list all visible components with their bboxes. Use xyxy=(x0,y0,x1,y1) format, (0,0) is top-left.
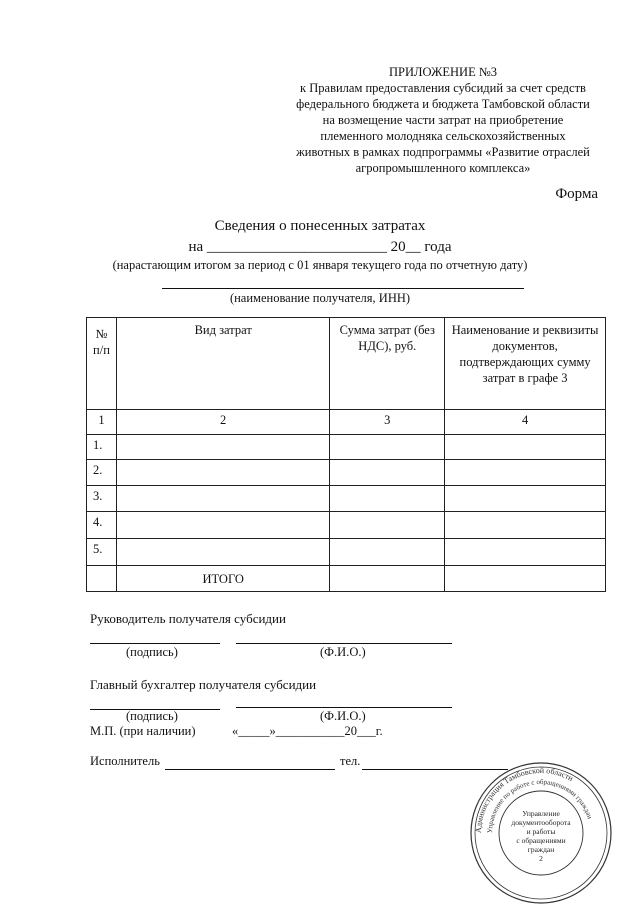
stamp-center-line: документооборота xyxy=(511,818,571,827)
appendix-line: федерального бюджета и бюджета Тамбовской области xyxy=(296,97,590,111)
row-number: 4. xyxy=(87,512,117,539)
cell-amount[interactable] xyxy=(330,512,445,539)
cell-amount[interactable] xyxy=(330,435,445,460)
appendix-line: агропромышленного комплекса» xyxy=(355,161,531,175)
date-field[interactable]: «_____»___________20___г. xyxy=(232,724,383,738)
table-row xyxy=(87,486,606,512)
header-documents: Наименование и реквизиты документов, подтверждающих сумму затрат в графе 3 xyxy=(445,318,606,410)
appendix-line: ПРИЛОЖЕНИЕ №3 xyxy=(388,65,498,79)
period-line: на ________________________ 20__ года xyxy=(188,239,452,255)
total-label: ИТОГО xyxy=(116,566,329,592)
cell-amount[interactable] xyxy=(330,539,445,566)
phone-label: тел. xyxy=(340,754,361,768)
column-number: 3 xyxy=(330,410,445,435)
seal-label: М.П. (при наличии) xyxy=(90,724,196,738)
cell-amount[interactable] xyxy=(330,486,445,512)
document-title: Сведения о понесенных затратах xyxy=(214,218,426,234)
total-documents-cell[interactable] xyxy=(445,566,606,592)
cell-expense-type[interactable] xyxy=(116,460,329,486)
appendix-line: племенного молодняка сельскохозяйственных xyxy=(320,129,566,143)
stamp-center-line: Управление xyxy=(522,809,560,818)
stamp-graphic xyxy=(468,760,614,906)
stamp-center-line: 2 xyxy=(539,854,543,863)
cell-expense-type[interactable] xyxy=(116,539,329,566)
column-number-row xyxy=(87,410,606,435)
cell-documents[interactable] xyxy=(445,539,606,566)
row-number: 1. xyxy=(87,435,117,460)
header-expense-type: Вид затрат xyxy=(116,318,329,410)
cell-expense-type[interactable] xyxy=(116,435,329,460)
appendix-line: животных в рамках подпрограммы «Развитие отраслей xyxy=(296,145,590,159)
stamp-outer-text: Администрация Тамбовской области xyxy=(473,765,575,834)
cell-documents[interactable] xyxy=(445,460,606,486)
total-row xyxy=(87,566,606,592)
cell-documents[interactable] xyxy=(445,486,606,512)
registration-stamp xyxy=(468,760,614,906)
head-title: Руководитель получателя субсидии xyxy=(90,611,286,626)
row-number: 2. xyxy=(87,460,117,486)
head-name-line[interactable] xyxy=(236,642,452,644)
stamp-center-line: и работы xyxy=(526,827,556,836)
header-amount: Сумма затрат (без НДС), руб. xyxy=(330,318,445,410)
recipient-label: (наименование получателя, ИНН) xyxy=(229,291,411,305)
total-amount-cell[interactable] xyxy=(330,566,445,592)
header-number: № п/п xyxy=(87,318,117,410)
accountant-title: Главный бухгалтер получателя субсидии xyxy=(90,677,317,692)
stamp-center-line: с обращениями xyxy=(516,836,566,845)
cell-expense-type[interactable] xyxy=(116,486,329,512)
row-number: 3. xyxy=(87,486,117,512)
head-name-label: (Ф.И.О.) xyxy=(320,645,366,659)
cell-expense-type[interactable] xyxy=(116,512,329,539)
total-number-cell xyxy=(87,566,117,592)
table-row xyxy=(87,539,606,566)
appendix-line: к Правилам предоставления субсидий за счет средств xyxy=(300,81,586,95)
table-header-row xyxy=(87,318,606,410)
table-row xyxy=(87,460,606,486)
accountant-signature-label: (подпись) xyxy=(126,709,178,723)
appendix-header xyxy=(268,64,618,176)
head-signature-line[interactable] xyxy=(90,642,220,644)
stamp-inner-text: Управление по работе с обращениями граждан xyxy=(485,777,594,834)
cell-amount[interactable] xyxy=(330,460,445,486)
executor-name-line[interactable] xyxy=(165,768,335,770)
appendix-line: на возмещение части затрат на приобретение xyxy=(322,113,564,127)
cell-documents[interactable] xyxy=(445,512,606,539)
column-number: 1 xyxy=(87,410,117,435)
table-row xyxy=(87,512,606,539)
head-signature-label: (подпись) xyxy=(126,645,178,659)
column-number: 2 xyxy=(116,410,329,435)
row-number: 5. xyxy=(87,539,117,566)
table-row xyxy=(87,435,606,460)
executor-label: Исполнитель xyxy=(90,754,160,768)
form-label: Форма xyxy=(555,186,598,202)
column-number: 4 xyxy=(445,410,606,435)
expenses-table xyxy=(86,317,606,592)
stamp-center-line: граждан xyxy=(527,845,555,854)
period-note: (нарастающим итогом за период с 01 января текущего года по отчетную дату) xyxy=(112,258,528,272)
recipient-blank-line xyxy=(162,287,524,289)
accountant-name-line[interactable] xyxy=(236,706,452,708)
accountant-name-label: (Ф.И.О.) xyxy=(320,709,366,723)
cell-documents[interactable] xyxy=(445,435,606,460)
